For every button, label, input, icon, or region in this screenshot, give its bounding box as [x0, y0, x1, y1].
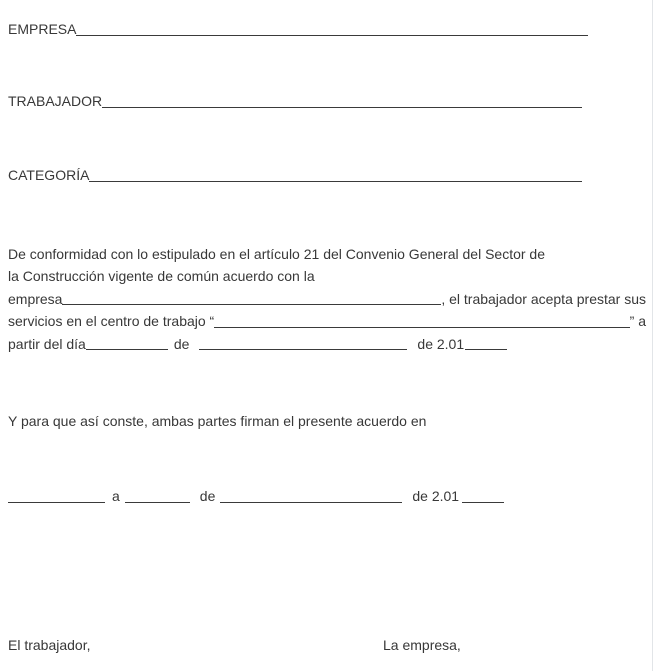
paragraph-line-1	[8, 239, 646, 262]
field-label-trabajador: TRABAJADOR	[8, 93, 103, 109]
paragraph-text: de 2.01	[417, 335, 465, 352]
work-center-blank-line	[214, 325, 629, 328]
field-label-categoria: CATEGORÍA	[8, 167, 90, 183]
date-year-prefix: de 2.01	[412, 488, 460, 504]
field-row-categoria	[8, 166, 582, 183]
signing-day-blank-line	[125, 500, 190, 503]
paragraph-text: de	[173, 335, 190, 352]
field-label-empresa: EMPRESA	[8, 21, 77, 37]
signing-month-blank-line	[220, 500, 402, 503]
paragraph-text: , el trabajador acepta prestar sus	[441, 290, 646, 307]
start-year-blank-line	[465, 347, 507, 350]
start-month-blank-line	[199, 347, 407, 350]
trabajador-blank-line	[102, 105, 582, 108]
signing-year-blank-line	[462, 500, 504, 503]
empresa-blank-line	[76, 33, 588, 36]
paragraph-text: servicios en el centro de trabajo “	[8, 313, 215, 329]
closing-statement: Y para que así conste, ambas partes firman el presente acuerdo en	[8, 413, 427, 429]
paragraph-text: ” a	[629, 313, 646, 329]
paragraph-text: partir del día	[8, 335, 86, 352]
paragraph-line-5	[8, 329, 646, 352]
paragraph-line-2	[8, 262, 646, 285]
signature-worker-label: El trabajador,	[8, 637, 91, 653]
signing-date-row	[8, 487, 504, 504]
field-row-trabajador	[8, 92, 582, 109]
paragraph-line-3	[8, 284, 646, 307]
agreement-paragraph	[8, 239, 646, 352]
categoria-blank-line	[89, 179, 582, 182]
field-row-empresa	[8, 20, 588, 37]
page-edge-divider	[652, 0, 653, 671]
date-connector-a: a	[112, 488, 120, 504]
paragraph-text: la Construcción vigente de común acuerdo con la	[8, 268, 315, 284]
empresa-name-blank-line	[62, 302, 441, 305]
paragraph-text: empresa	[8, 290, 63, 307]
paragraph-text: De conformidad con lo estipulado en el artículo 21 del Convenio General del Sector de	[8, 245, 545, 262]
paragraph-line-4	[8, 307, 646, 330]
signing-place-blank-line	[8, 500, 105, 503]
date-connector-de: de	[199, 488, 216, 504]
start-day-blank-line	[86, 347, 168, 350]
signature-company-label: La empresa,	[383, 637, 461, 653]
